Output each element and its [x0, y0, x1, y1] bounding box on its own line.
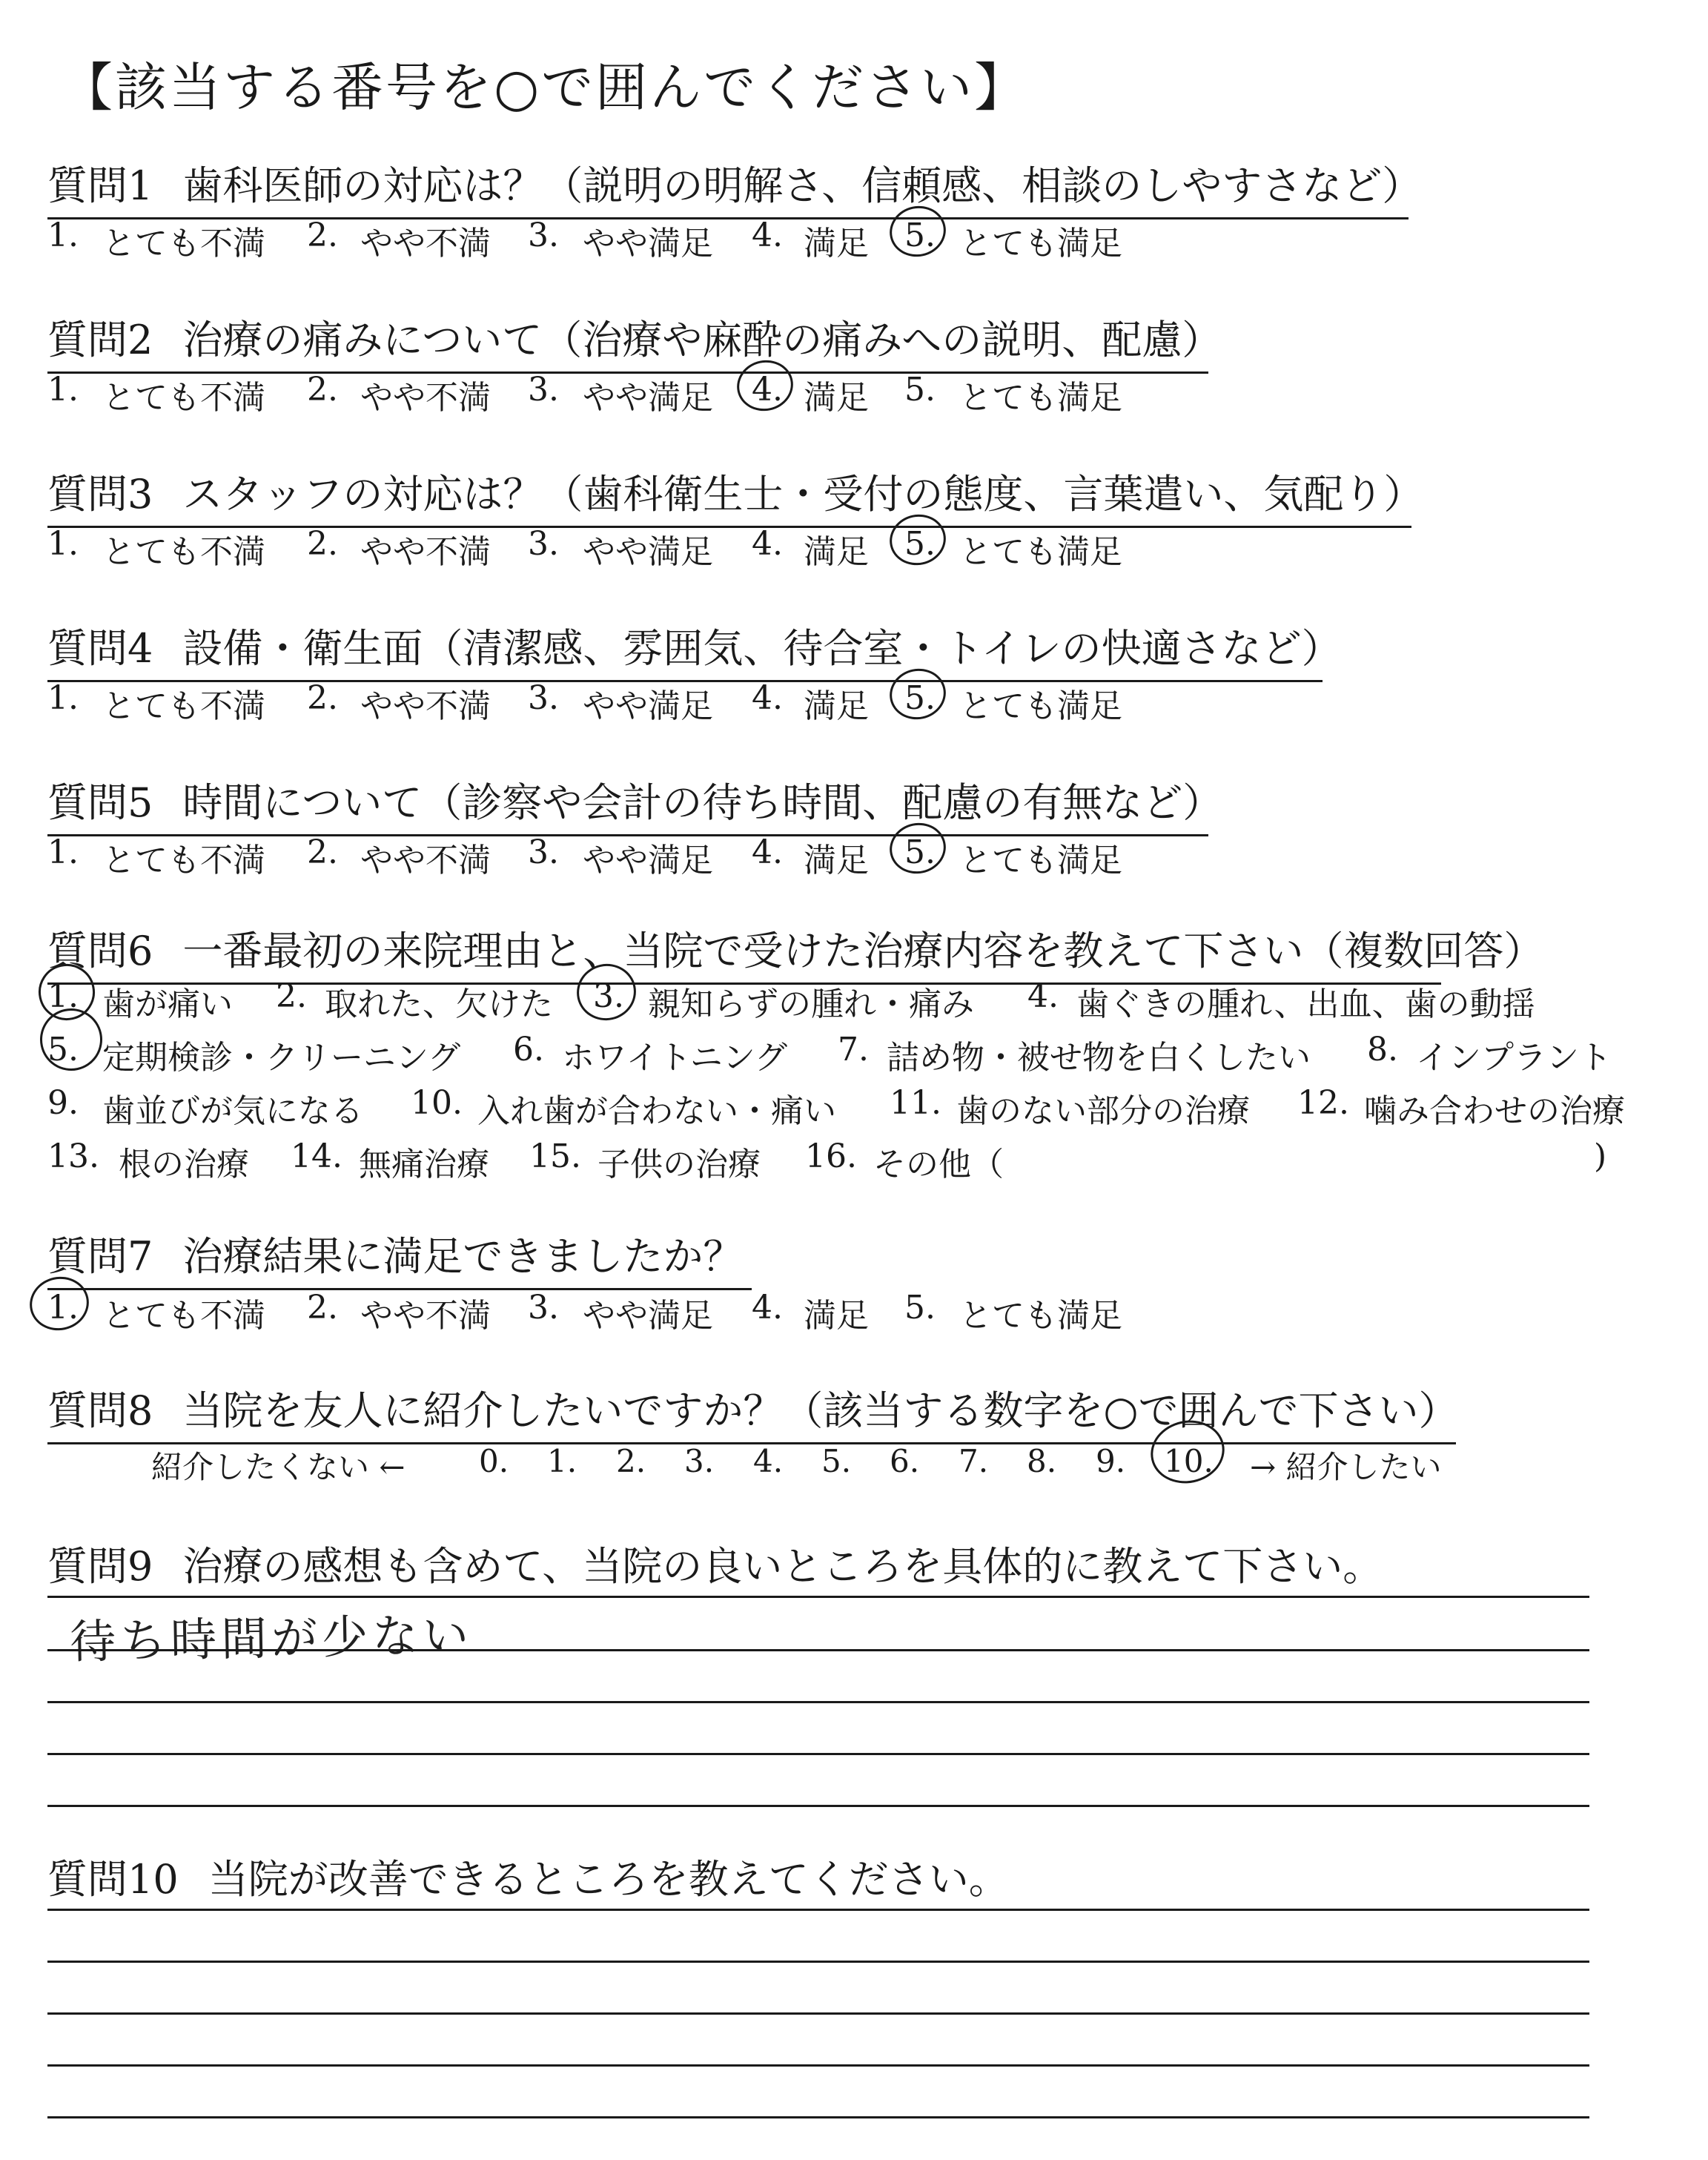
q8-left-label: 紹介したくない ←: [151, 1449, 406, 1485]
q2-option-text: やや満足: [583, 379, 713, 417]
q5-option-num[interactable]: 2.: [307, 833, 338, 871]
q3-option-num[interactable]: 1.: [47, 525, 79, 563]
q1-option-num[interactable]: 2.: [307, 217, 338, 254]
q5-option-text: とても満足: [959, 842, 1122, 879]
q5-options: [0, 833, 1708, 879]
q8-scale: [0, 1443, 1708, 1485]
q6-opt-1-text: 歯が痛い: [102, 985, 233, 1023]
q2-option-num[interactable]: 3.: [528, 371, 559, 409]
q3-option-num[interactable]: 5.: [904, 525, 936, 563]
q1-label: 質問1: [47, 162, 153, 209]
q4-option-num[interactable]: 5.: [904, 679, 936, 717]
q5-option-num[interactable]: 3.: [528, 833, 559, 871]
q2-option-text: とても不満: [102, 379, 265, 417]
q7-option-text: やや満足: [583, 1297, 713, 1335]
q6-opt-4-num[interactable]: 4.: [1027, 977, 1059, 1015]
q6-opt-3-num[interactable]: 3.: [593, 977, 624, 1015]
q1-option-text: とても満足: [959, 225, 1122, 262]
q9-line-2: [47, 1649, 1589, 1651]
q5-option-text: とても不満: [102, 842, 265, 879]
q5-option-num[interactable]: 1.: [47, 833, 79, 871]
q8-scale-number[interactable]: 6.: [890, 1443, 920, 1479]
q7-text: 治療結果に満足できましたか？: [182, 1233, 744, 1280]
q6-opt-10-text: 入れ歯が合わない・痛い: [477, 1092, 836, 1130]
q3-text: スタッフの対応は？（歯科衛生士・受付の態度、言葉遣い、気配り）: [182, 471, 1424, 518]
q8-text: 当院を友人に紹介したいですか？（該当する数字を○で囲んで下さい）: [182, 1387, 1459, 1434]
q6-opt-6-num[interactable]: 6.: [513, 1031, 544, 1069]
q1-option-text: やや不満: [360, 225, 491, 262]
q6-opt-11-text: 歯のない部分の治療: [956, 1092, 1250, 1130]
q8-scale-number[interactable]: 9.: [1096, 1443, 1126, 1479]
q8-scale-number[interactable]: 0.: [479, 1443, 509, 1479]
q7-option-text: とても不満: [102, 1297, 265, 1335]
q6-row-2: [0, 1031, 1708, 1077]
q4-option-text: とても不満: [102, 687, 265, 725]
q10-line-4: [47, 2064, 1589, 2067]
q6-opt-13-text: 根の治療: [119, 1146, 249, 1183]
q10-line-5: [47, 2116, 1589, 2118]
q6-row-1: [0, 977, 1708, 1023]
q5-option-text: やや満足: [583, 842, 713, 879]
q6-opt-1-num[interactable]: 1.: [47, 977, 79, 1015]
q2-options: [0, 371, 1708, 417]
q1-option-num[interactable]: 1.: [47, 217, 79, 254]
q6-opt-16-text: その他（: [873, 1146, 1004, 1183]
q1-option-num[interactable]: 3.: [528, 217, 559, 254]
q5-option-text: やや不満: [360, 842, 491, 879]
q9-label: 質問9: [47, 1543, 153, 1590]
q6-opt-9-text: 歯並びが気になる: [102, 1092, 363, 1130]
q7-label: 質問7: [47, 1233, 153, 1280]
q6-opt-5-text: 定期検診・クリーニング: [102, 1039, 461, 1077]
q2-option-num[interactable]: 2.: [307, 371, 338, 409]
q6-opt-2-text: 取れた、欠けた: [325, 985, 553, 1023]
q6-row-4: [0, 1137, 1708, 1183]
q2-option-text: とても満足: [959, 379, 1122, 417]
q6-opt-2-num[interactable]: 2.: [276, 977, 307, 1015]
q4-option-text: やや満足: [583, 687, 713, 725]
q3-option-num[interactable]: 4.: [752, 525, 783, 563]
q7-heading: [47, 1225, 752, 1290]
page-title: 【該当する番号を○で囲んでください】: [61, 57, 1029, 118]
q3-option-text: とても不満: [102, 533, 265, 571]
q3-heading: [47, 463, 1424, 528]
q9-heading: [47, 1535, 1383, 1592]
q3-options: [0, 525, 1708, 571]
q9-line-3: [47, 1701, 1589, 1703]
q4-options: [0, 679, 1708, 725]
q6-opt-12-text: 噛み合わせの治療: [1364, 1092, 1625, 1130]
q8-scale-number[interactable]: 7.: [959, 1443, 989, 1479]
q6-opt-16-num[interactable]: 16.: [805, 1137, 857, 1175]
q4-option-text: やや不満: [360, 687, 491, 725]
q5-option-num[interactable]: 4.: [752, 833, 783, 871]
q6-other-close: ): [1594, 1137, 1607, 1175]
q8-scale-number[interactable]: 2.: [616, 1443, 646, 1479]
q7-option-num[interactable]: 5.: [904, 1289, 936, 1327]
q8-scale-number[interactable]: 4.: [753, 1443, 784, 1479]
q3-option-num[interactable]: 2.: [307, 525, 338, 563]
q2-option-num[interactable]: 5.: [904, 371, 936, 409]
q10-text: 当院が改善できるところを教えてください。: [208, 1856, 1009, 1903]
q1-option-text: 満足: [804, 225, 869, 262]
q2-option-num[interactable]: 4.: [752, 371, 783, 409]
q7-option-num[interactable]: 2.: [307, 1289, 338, 1327]
q9-line-5: [47, 1805, 1589, 1807]
q6-opt-13-num[interactable]: 13.: [47, 1137, 99, 1175]
q2-label: 質問2: [47, 317, 153, 363]
q2-option-text: やや不満: [360, 379, 491, 417]
q8-label: 質問8: [47, 1387, 153, 1434]
q6-circle-5: [34, 1003, 108, 1077]
q1-options: [0, 217, 1708, 262]
q7-option-num[interactable]: 4.: [752, 1289, 783, 1327]
q3-option-text: やや不満: [360, 533, 491, 571]
q10-heading: [47, 1848, 1009, 1905]
q1-option-num[interactable]: 5.: [904, 217, 936, 254]
q9-line-4: [47, 1753, 1589, 1755]
q6-opt-6-text: ホワイトニング: [562, 1039, 788, 1077]
q4-text: 設備・衛生面（清潔感、雰囲気、待合室・トイレの快適さなど）: [182, 625, 1342, 672]
q10-line-3: [47, 2012, 1589, 2015]
q6-opt-10-num[interactable]: 10.: [411, 1084, 463, 1122]
q4-label: 質問4: [47, 625, 153, 672]
q6-heading: [47, 919, 1544, 985]
q8-scale-number[interactable]: 10.: [1164, 1443, 1214, 1479]
q4-option-num[interactable]: 1.: [47, 679, 79, 717]
q4-option-text: 満足: [804, 687, 869, 725]
q5-text: 時間について（診察や会計の待ち時間、配慮の有無など）: [182, 779, 1223, 826]
q8-right-label: → 紹介したい: [1250, 1449, 1442, 1485]
q6-opt-15-text: 子供の治療: [598, 1146, 761, 1183]
q4-option-num[interactable]: 4.: [752, 679, 783, 717]
q6-label: 質問6: [47, 928, 153, 974]
q10-label: 質問10: [47, 1856, 179, 1903]
q6-opt-8-num[interactable]: 8.: [1367, 1031, 1398, 1069]
q3-option-text: とても満足: [959, 533, 1122, 571]
q6-opt-12-num[interactable]: 12.: [1297, 1084, 1349, 1122]
q2-option-num[interactable]: 1.: [47, 371, 79, 409]
q6-text: 一番最初の来院理由と、当院で受けた治療内容を教えて下さい（複数回答）: [182, 928, 1544, 974]
q6-row-3: [0, 1084, 1708, 1130]
q6-opt-15-num[interactable]: 15.: [529, 1137, 581, 1175]
q9-line-1: [47, 1596, 1589, 1598]
q4-option-num[interactable]: 2.: [307, 679, 338, 717]
q1-option-text: とても不満: [102, 225, 265, 262]
q6-opt-3-text: 親知らずの腫れ・痛み: [648, 985, 974, 1023]
q1-text: 歯科医師の対応は？（説明の明解さ、信頼感、相談のしやすさなど）: [182, 162, 1423, 209]
q10-line-1: [47, 1909, 1589, 1911]
q9-answer[interactable]: 待ち時間が少ない: [69, 1608, 474, 1669]
q5-label: 質問5: [47, 779, 153, 826]
q6-opt-8-text: インプラント: [1416, 1039, 1612, 1077]
q10-line-2: [47, 1961, 1589, 1963]
q6-opt-14-num[interactable]: 14.: [291, 1137, 342, 1175]
q3-label: 質問3: [47, 471, 153, 518]
q8-scale-number[interactable]: 5.: [821, 1443, 852, 1479]
q7-option-text: やや不満: [360, 1297, 491, 1335]
q7-option-text: とても満足: [959, 1297, 1122, 1335]
q1-option-num[interactable]: 4.: [752, 217, 783, 254]
q9-text: 治療の感想も含めて、当院の良いところを具体的に教えて下さい。: [182, 1543, 1383, 1590]
q1-option-text: やや満足: [583, 225, 713, 262]
q7-option-num[interactable]: 3.: [528, 1289, 559, 1327]
q6-opt-14-text: 無痛治療: [359, 1146, 489, 1183]
q7-options: [0, 1289, 1708, 1335]
q6-opt-11-num[interactable]: 11.: [890, 1084, 941, 1122]
q8-scale-number[interactable]: 1.: [547, 1443, 577, 1479]
q3-option-text: 満足: [804, 533, 869, 571]
q4-option-text: とても満足: [959, 687, 1122, 725]
q2-text: 治療の痛みについて（治療や麻酔の痛みへの説明、配慮）: [182, 317, 1222, 363]
q3-option-num[interactable]: 3.: [528, 525, 559, 563]
q2-option-text: 満足: [804, 379, 869, 417]
q8-heading: [47, 1379, 1459, 1444]
q3-option-text: やや満足: [583, 533, 713, 571]
q4-heading: [47, 617, 1342, 682]
q8-scale-number[interactable]: 3.: [684, 1443, 715, 1479]
q6-opt-5-num[interactable]: 5.: [47, 1031, 79, 1069]
q5-option-text: 満足: [804, 842, 869, 879]
q4-option-num[interactable]: 3.: [528, 679, 559, 717]
q7-option-num[interactable]: 1.: [47, 1289, 79, 1327]
q8-scale-number[interactable]: 8.: [1027, 1443, 1057, 1479]
q5-heading: [47, 771, 1223, 836]
q6-opt-9-num[interactable]: 9.: [47, 1084, 79, 1122]
q6-opt-7-text: 詰め物・被せ物を白くしたい: [887, 1039, 1311, 1077]
q5-option-num[interactable]: 5.: [904, 833, 936, 871]
q2-heading: [47, 308, 1222, 374]
q7-option-text: 満足: [804, 1297, 869, 1335]
q1-heading: [47, 154, 1423, 219]
q6-opt-7-num[interactable]: 7.: [838, 1031, 869, 1069]
q6-opt-4-text: 歯ぐきの腫れ、出血、歯の動揺: [1076, 985, 1535, 1023]
